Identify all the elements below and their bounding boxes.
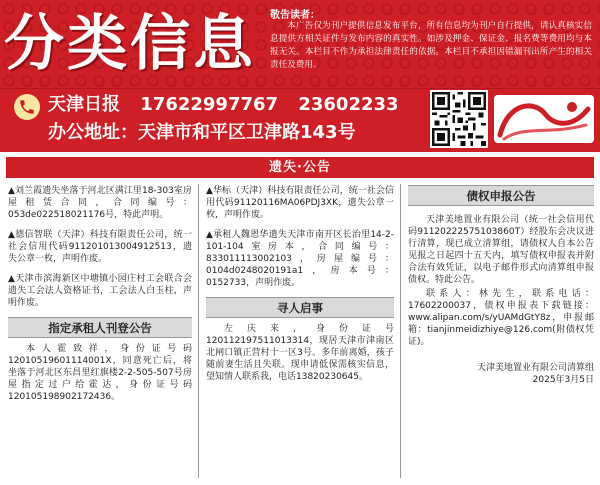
notice-text: 本广告仅为刊户提供信息发布平台，所有信息均为刊户自行提供，请认真核实信息提供方相关证件与发布内容的真实性。如涉及押金、保证金、报名费等费用均与本报无关。本栏目不作为承担法律责任的依据。本栏目不承担因错漏刊出所产生的相关责任及费用。 bbox=[270, 21, 592, 70]
page-title: 分类信息 bbox=[4, 9, 256, 79]
column-right bbox=[408, 185, 594, 386]
notice-body: 本人霍致祥，身份证号码120105196011140​01X，同意死亡后，将坐落于河北区东昌里红旗楼2-2-505-507号房屋指定过户给霍达，身份证号码120105198902172436。 bbox=[8, 344, 192, 402]
sub-section-title: 债权申报公告 bbox=[408, 185, 594, 206]
notice-body: 天津美地置业有限公司（统一社会信用代码91120222575103860T）经股东会决议进行清算，现已成立清算组，请债权人自本公告见报之日起四十五天内，填写债权申报表并附合法有效凭证，以电子邮件形式向清算组申报债权。特此公告。 bbox=[408, 215, 594, 285]
header-banner bbox=[0, 0, 600, 152]
office-address: 办公地址：天津市和平区卫津路143号 bbox=[48, 122, 356, 143]
contact-phone-line bbox=[48, 92, 413, 118]
list-item: ▲华标（天津）科技有限责任公司，统一社会信用代码91120116MA06PDJ3XK，遗失公章一枚，声明作废。 bbox=[206, 186, 394, 220]
contact-details: 联系人：林先生，联系电话：17602200037，债权申报表下载链接：www.alipan.com/s/yUAMdGtY8z，申报邮箱：tianjinmeidizhiye@126.com(附债权凭证)。 bbox=[408, 289, 594, 347]
column-divider bbox=[198, 184, 199, 478]
paper-name: 天津日报 bbox=[48, 94, 120, 115]
signature: 天津美地置业有限公司清算组 bbox=[476, 363, 594, 373]
brand-logo-icon bbox=[494, 95, 594, 143]
notice-body: 左庆来，身份证号120112197511013314，现居天津市津南区北闸口镇正营村十一区3号。多年前离婚，孩子随前妻生活且失联。现申请低保需核实信息，望知情人联系我，电话13820230645。 bbox=[206, 324, 394, 382]
list-item: ▲承租人魏恩华遗失天津市南开区长治里14-2-101-104室房本，合同编号：833011113002103，房屋编号：0104d0248020191a1，房本号：0152733，声明作废。 bbox=[206, 230, 394, 288]
sub-section-title: 指定承租人刊登公告 bbox=[8, 317, 192, 338]
column-middle bbox=[206, 185, 394, 383]
sub-section-title: 寻人启事 bbox=[206, 297, 394, 318]
phone-number-2: 23602233 bbox=[298, 94, 399, 115]
header-divider bbox=[0, 88, 600, 89]
list-item: ▲天津市滨海新区中塘镇小园庄村工会联合会遗失工会法人资格证书，工会法人白玉柱，声明作废。 bbox=[8, 274, 192, 308]
list-item: ▲刘兰霞遗失坐落于河北区满江里18-303室房屋租赁合同，合同编号：053de022518021176号，特此声明。 bbox=[8, 186, 192, 220]
date: 2025年3月5日 bbox=[532, 375, 594, 385]
section-title: 遗失·公告 bbox=[6, 157, 594, 178]
column-left bbox=[8, 185, 192, 403]
qr-code-icon bbox=[430, 90, 488, 148]
phone-number-1: 17622997767 bbox=[140, 94, 279, 115]
notice-label: 敬告读者： bbox=[270, 10, 320, 21]
column-divider bbox=[400, 184, 401, 478]
phone-icon bbox=[14, 94, 40, 120]
list-item: ▲德信智联（天津）科技有限责任公司，统一社会信用代码911201013004912513，遗失公章一枚，声明作废。 bbox=[8, 230, 192, 264]
